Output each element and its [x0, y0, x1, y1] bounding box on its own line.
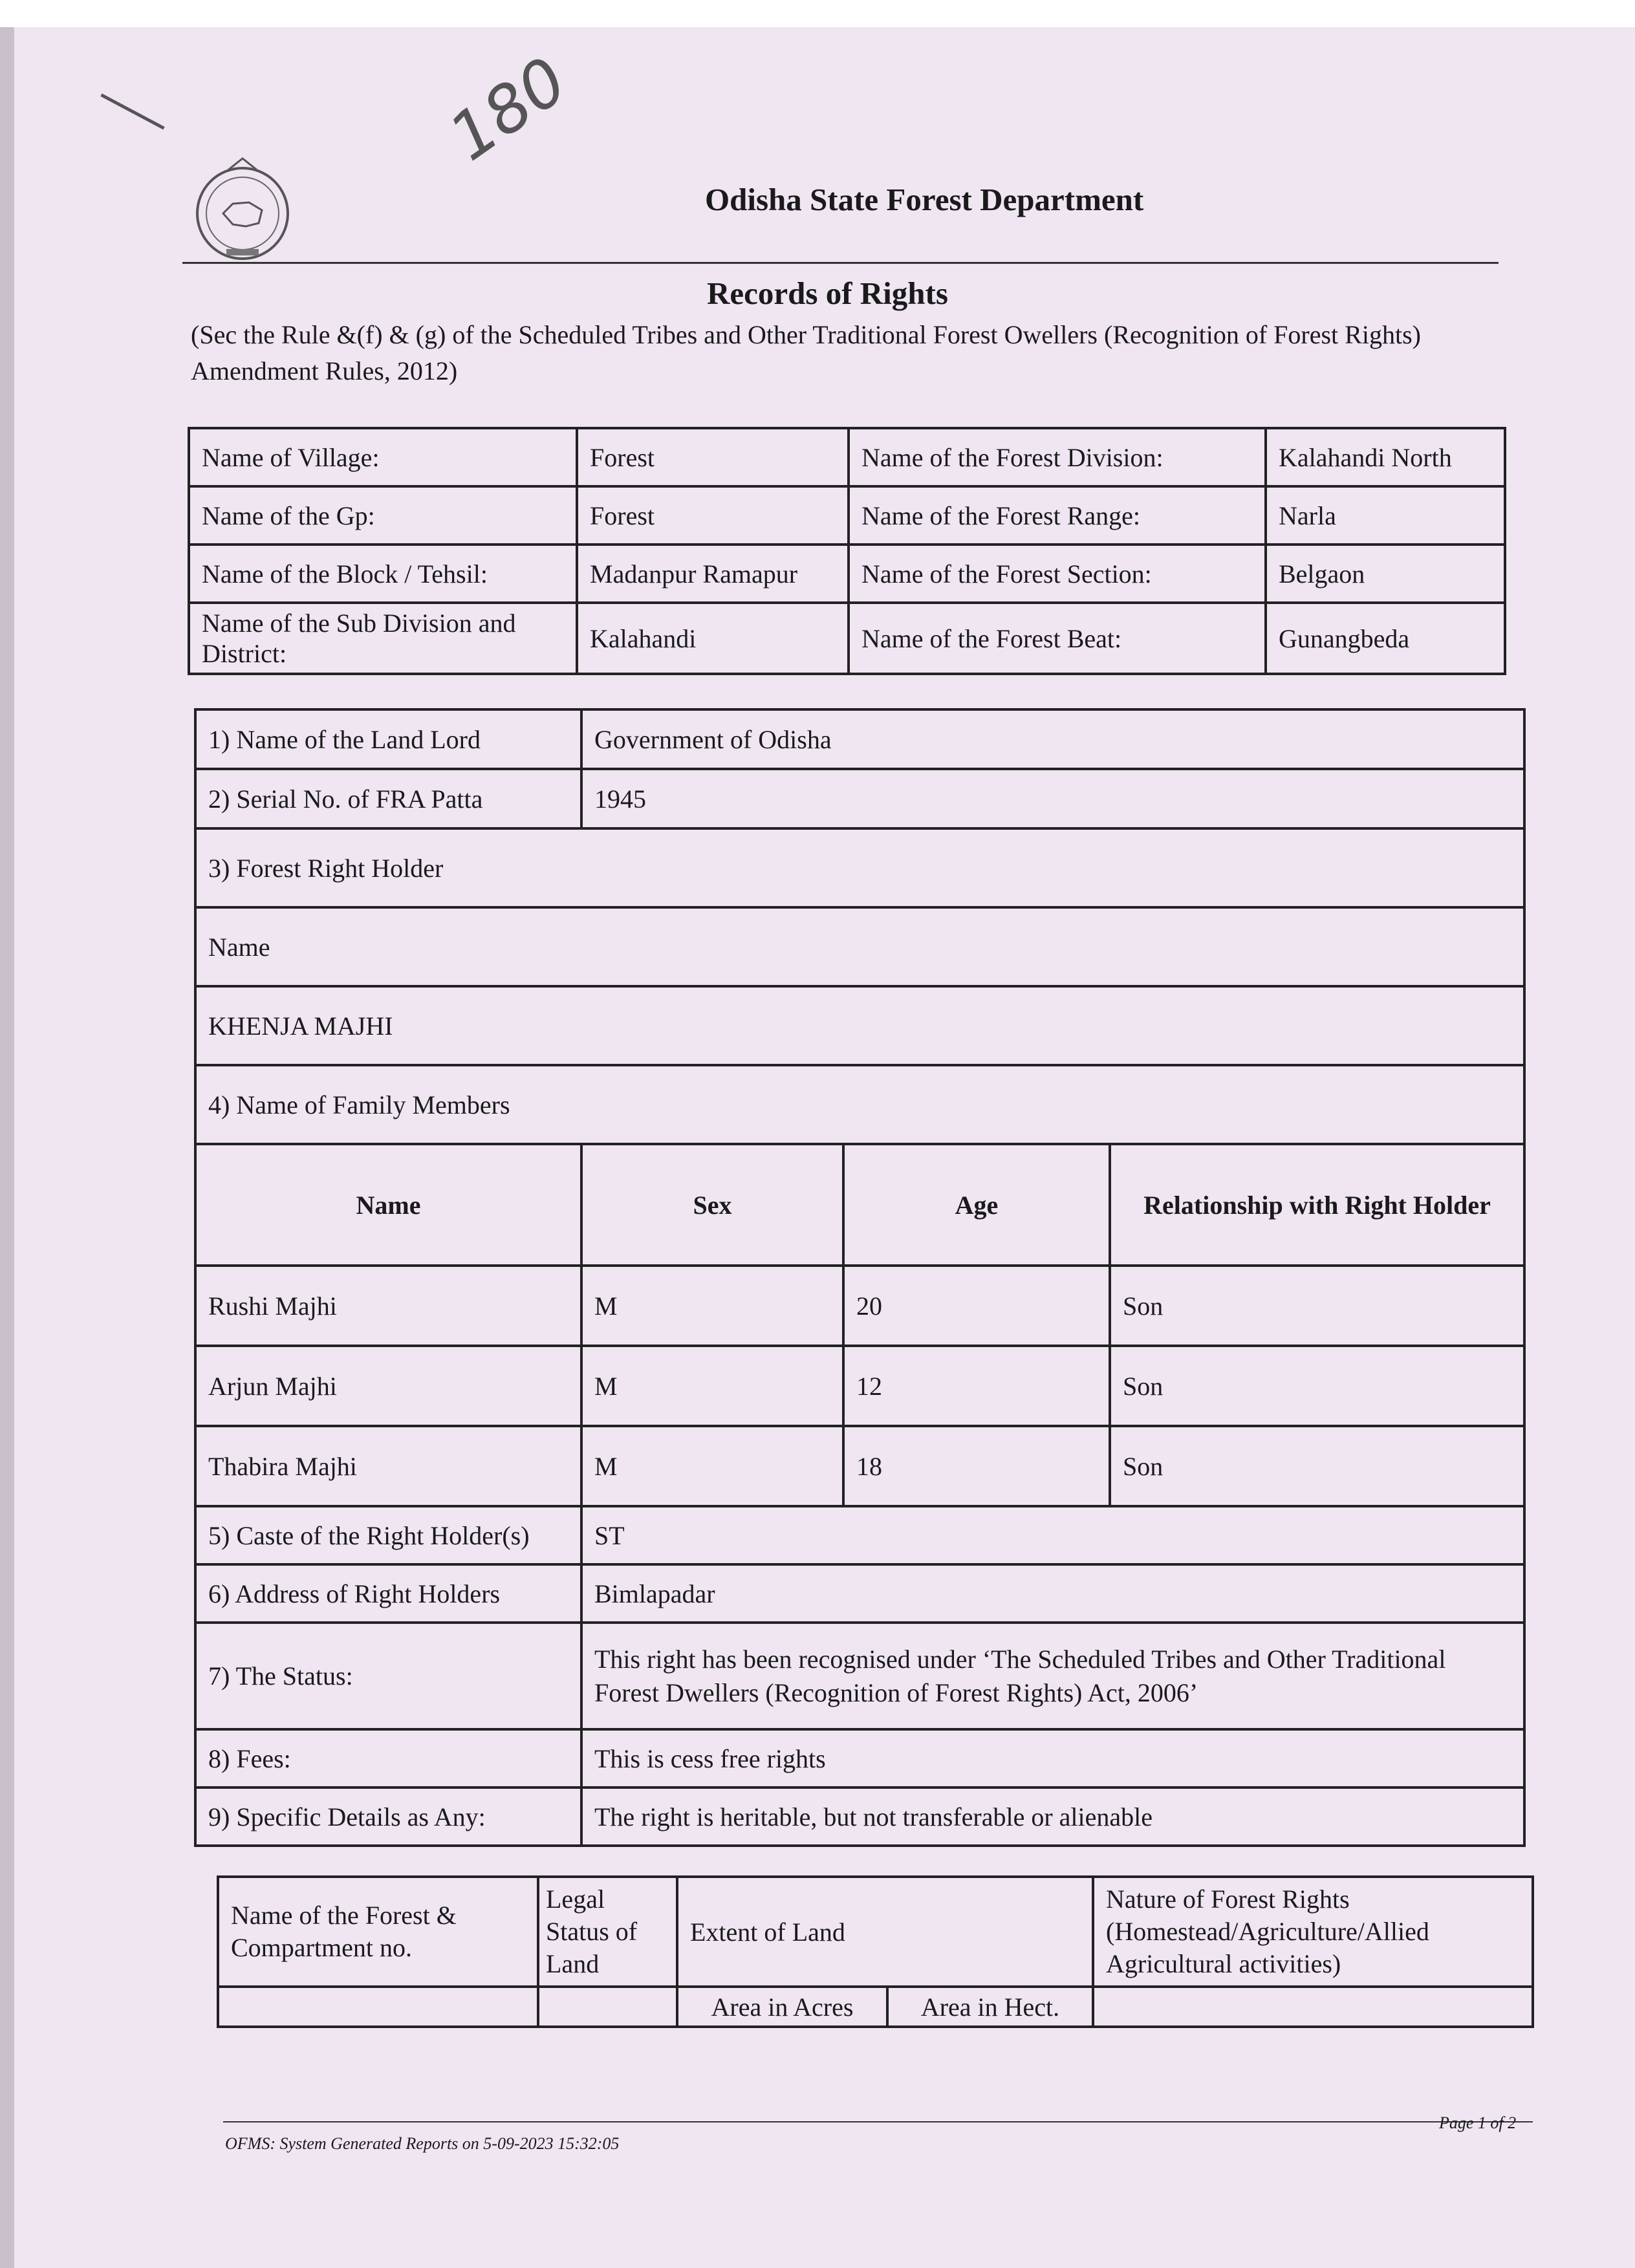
generated-note: OFMS: System Generated Reports on 5-09-2023 15:32:05: [225, 2134, 620, 2153]
table-row: [195, 1346, 1524, 1426]
land-cell-nature: [1093, 1987, 1533, 2027]
division-label: Name of the Forest Division:: [849, 428, 1266, 486]
family-name: Thabira Majhi: [195, 1426, 581, 1506]
block-value: Madanpur Ramapur: [577, 545, 849, 603]
landlord-value: Government of Odisha: [581, 709, 1524, 769]
family-relationship: Son: [1110, 1426, 1524, 1506]
land-col-legal: Legal Status of Land: [538, 1877, 677, 1987]
family-col-age: Age: [843, 1144, 1110, 1266]
details-table: [194, 708, 1526, 1847]
range-value: Narla: [1266, 486, 1505, 545]
footer-rule: [223, 2121, 1533, 2122]
department-title: Odisha State Forest Department: [705, 182, 1144, 217]
family-heading: 4) Name of Family Members: [195, 1065, 1524, 1144]
land-cell-legal: [538, 1987, 677, 2027]
land-col-nature: Nature of Forest Rights (Homestead/Agriculture/Allied Agricultural activities): [1093, 1877, 1533, 1987]
land-sub-acres: Area in Acres: [677, 1987, 887, 2027]
family-sex: M: [581, 1346, 843, 1426]
block-label: Name of the Block / Tehsil:: [189, 545, 577, 603]
handwritten-number: 180: [435, 42, 581, 176]
subdivision-value: Kalahandi: [577, 603, 849, 674]
rule-reference: (Sec the Rule &(f) & (g) of the Scheduled Tribes and Other Traditional Forest Owellers (Recognition of Forest Rights) Amendment Rules, 2012): [191, 320, 1421, 385]
holder-name: KHENJA MAJHI: [195, 986, 1524, 1065]
record-title: Records of Rights: [707, 275, 948, 311]
family-col-name: Name: [195, 1144, 581, 1266]
page-number: Page 1 of 2: [1439, 2113, 1517, 2132]
header-rule: [182, 262, 1499, 264]
land-sub-hect: Area in Hect.: [887, 1987, 1093, 2027]
beat-value: Gunangbeda: [1266, 603, 1505, 674]
family-sex: M: [581, 1426, 843, 1506]
serial-value: 1945: [581, 769, 1524, 828]
caste-label: 5) Caste of the Right Holder(s): [195, 1506, 581, 1564]
land-col-forest: Name of the Forest & Compartment no.: [218, 1877, 538, 1987]
land-col-extent: Extent of Land: [677, 1877, 1093, 1987]
section-label: Name of the Forest Section:: [849, 545, 1266, 603]
table-row: [195, 1266, 1524, 1346]
gp-value: Forest: [577, 486, 849, 545]
family-age: 20: [843, 1266, 1110, 1346]
village-value: Forest: [577, 428, 849, 486]
subdivision-label: Name of the Sub Division and District:: [189, 603, 577, 674]
specific-value: The right is heritable, but not transferable or alienable: [581, 1787, 1524, 1846]
holder-heading: 3) Forest Right Holder: [195, 828, 1524, 907]
specific-label: 9) Specific Details as Any:: [195, 1787, 581, 1846]
status-value: [581, 1623, 1524, 1729]
family-name: Arjun Majhi: [195, 1346, 581, 1426]
location-table: [188, 427, 1506, 675]
caste-value: ST: [581, 1506, 1524, 1564]
family-col-relationship: Relationship with Right Holder: [1110, 1144, 1524, 1266]
status-label: 7) The Status:: [195, 1623, 581, 1729]
range-label: Name of the Forest Range:: [849, 486, 1266, 545]
serial-label: 2) Serial No. of FRA Patta: [195, 769, 581, 828]
division-value: Kalahandi North: [1266, 428, 1505, 486]
family-age: 18: [843, 1426, 1110, 1506]
family-col-sex: Sex: [581, 1144, 843, 1266]
status-value-line-2: Forest Dwellers (Recognition of Forest Rights) Act, 2006’: [594, 1678, 1198, 1707]
landlord-label: 1) Name of the Land Lord: [195, 709, 581, 769]
beat-label: Name of the Forest Beat:: [849, 603, 1266, 674]
family-age: 12: [843, 1346, 1110, 1426]
land-cell-forest: [218, 1987, 538, 2027]
status-value-line-1: This right has been recognised under ‘The Scheduled Tribes and Other Traditional: [594, 1644, 1446, 1674]
family-sex: M: [581, 1266, 843, 1346]
address-label: 6) Address of Right Holders: [195, 1564, 581, 1623]
fees-value: This is cess free rights: [581, 1729, 1524, 1787]
family-relationship: Son: [1110, 1346, 1524, 1426]
gp-label: Name of the Gp:: [189, 486, 577, 545]
paper-edge: [0, 27, 14, 2268]
land-table: [217, 1875, 1534, 2028]
family-name: Rushi Majhi: [195, 1266, 581, 1346]
fees-label: 8) Fees:: [195, 1729, 581, 1787]
table-row: [195, 1426, 1524, 1506]
odisha-emblem-icon: [188, 152, 298, 268]
holder-name-heading: Name: [195, 907, 1524, 986]
village-label: Name of Village:: [189, 428, 577, 486]
address-value: Bimlapadar: [581, 1564, 1524, 1623]
family-relationship: Son: [1110, 1266, 1524, 1346]
section-value: Belgaon: [1266, 545, 1505, 603]
